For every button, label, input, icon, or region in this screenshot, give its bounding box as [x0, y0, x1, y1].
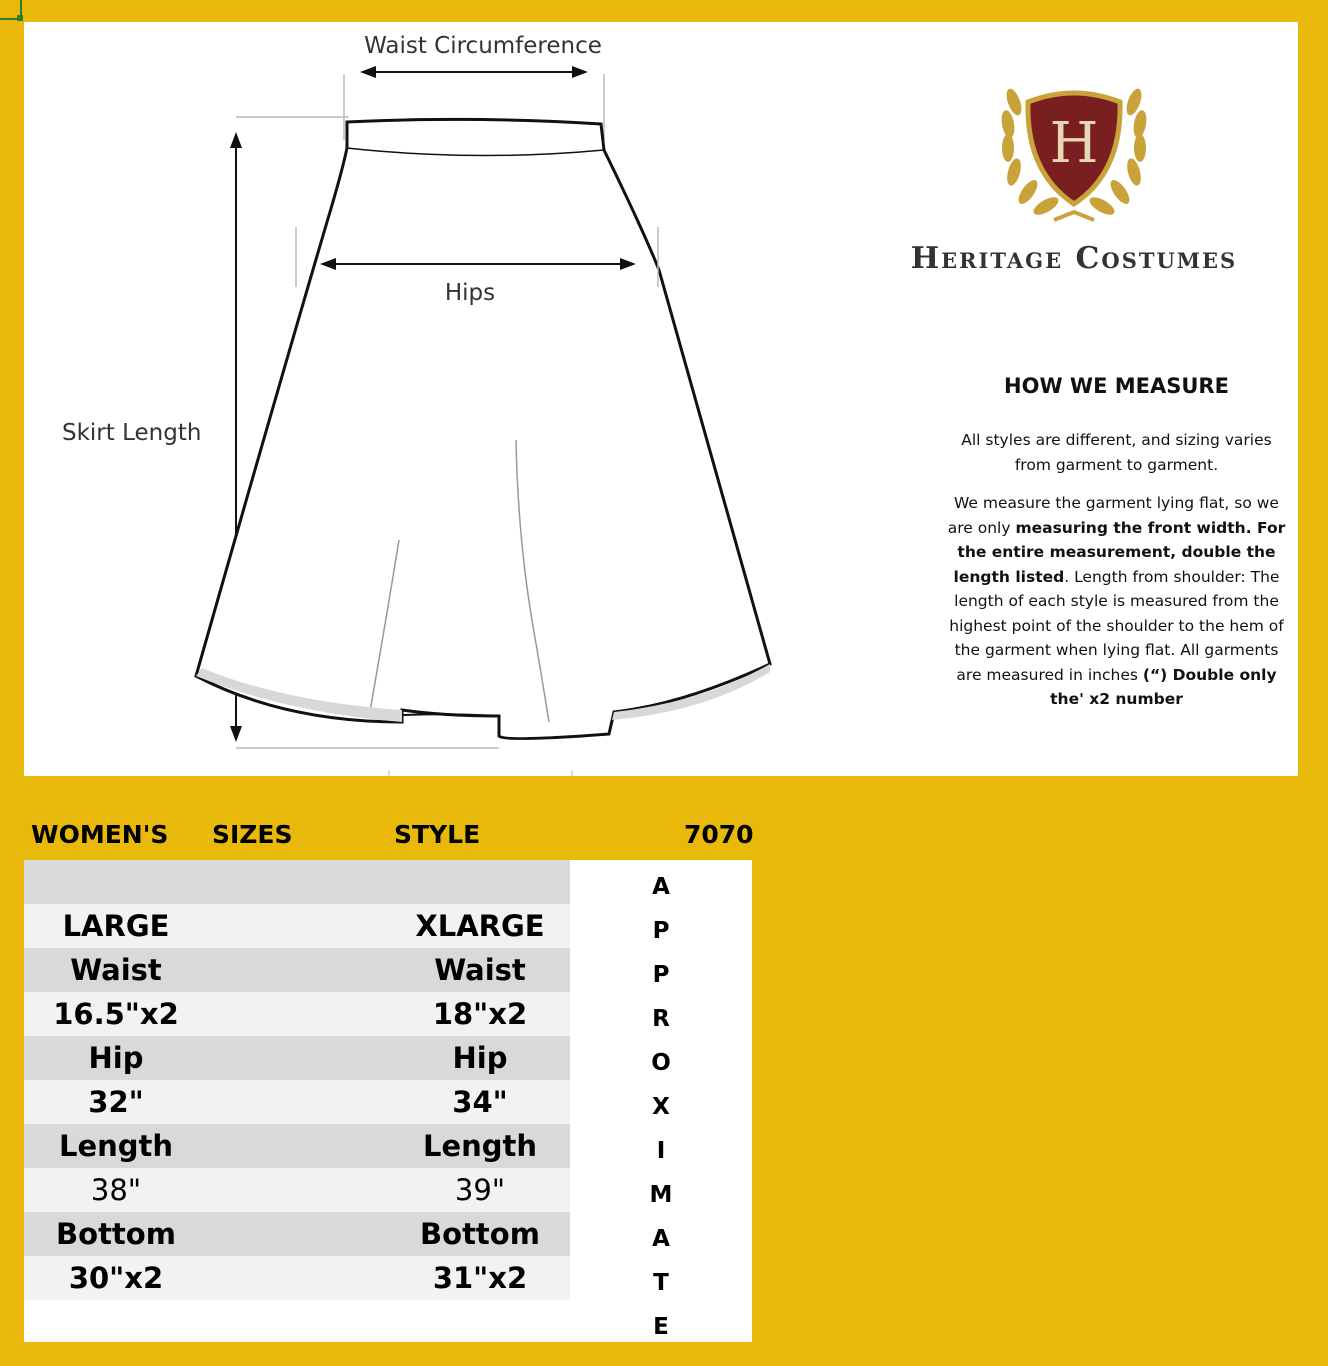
brand-block [864, 62, 1284, 276]
header-style-number: 7070 [684, 820, 754, 849]
size-large: LARGE [62, 909, 170, 943]
table-row: Length Length [24, 1124, 570, 1168]
heritage-shield-logo-icon [984, 62, 1164, 232]
size-xlarge: XLARGE [415, 909, 545, 943]
header-style: STYLE [394, 820, 481, 849]
header-sizes: SIZES [212, 820, 293, 849]
measure-title: HOW WE MEASURE [1004, 374, 1229, 398]
table-row: Bottom Bottom [24, 1212, 570, 1256]
table-row: 30"x2 31"x2 [24, 1256, 570, 1300]
size-table [24, 860, 752, 1342]
skirt-length-label: Skirt Length [62, 420, 202, 446]
table-row [24, 860, 570, 904]
brand-name: Heritage Costumes [910, 241, 1238, 276]
how-we-measure [944, 374, 1289, 726]
approximate-vertical-label: A P P R O X I M A T E [649, 874, 673, 1340]
skirt-diagram [24, 22, 844, 776]
cell-selection-marker [0, 0, 24, 22]
table-row: Hip Hip [24, 1036, 570, 1080]
logo-letter: H [1049, 111, 1099, 176]
info-panel [24, 22, 1298, 776]
table-row: Waist Waist [24, 948, 570, 992]
table-row: 32" 34" [24, 1080, 570, 1124]
header-womens: WOMEN'S [31, 820, 169, 849]
measure-paragraph-2: We measure the garment lying flat, so we are only measuring the front width. For the entire measurement, double the length listed. Length from shoulder: The length of each style is measured from the highest point of the shoulder to the hem of the garment when lying flat. All garments are measured in inches (“) Double only the' x2 number [947, 494, 1286, 708]
waist-label: Waist Circumference [364, 33, 602, 59]
table-row [24, 904, 570, 948]
table-row: 38" 39" [24, 1168, 570, 1212]
table-row: 16.5"x2 18"x2 [24, 992, 570, 1036]
hips-label: Hips [444, 280, 496, 306]
measure-paragraph-1: All styles are different, and sizing varies from garment to garment. [961, 431, 1272, 474]
